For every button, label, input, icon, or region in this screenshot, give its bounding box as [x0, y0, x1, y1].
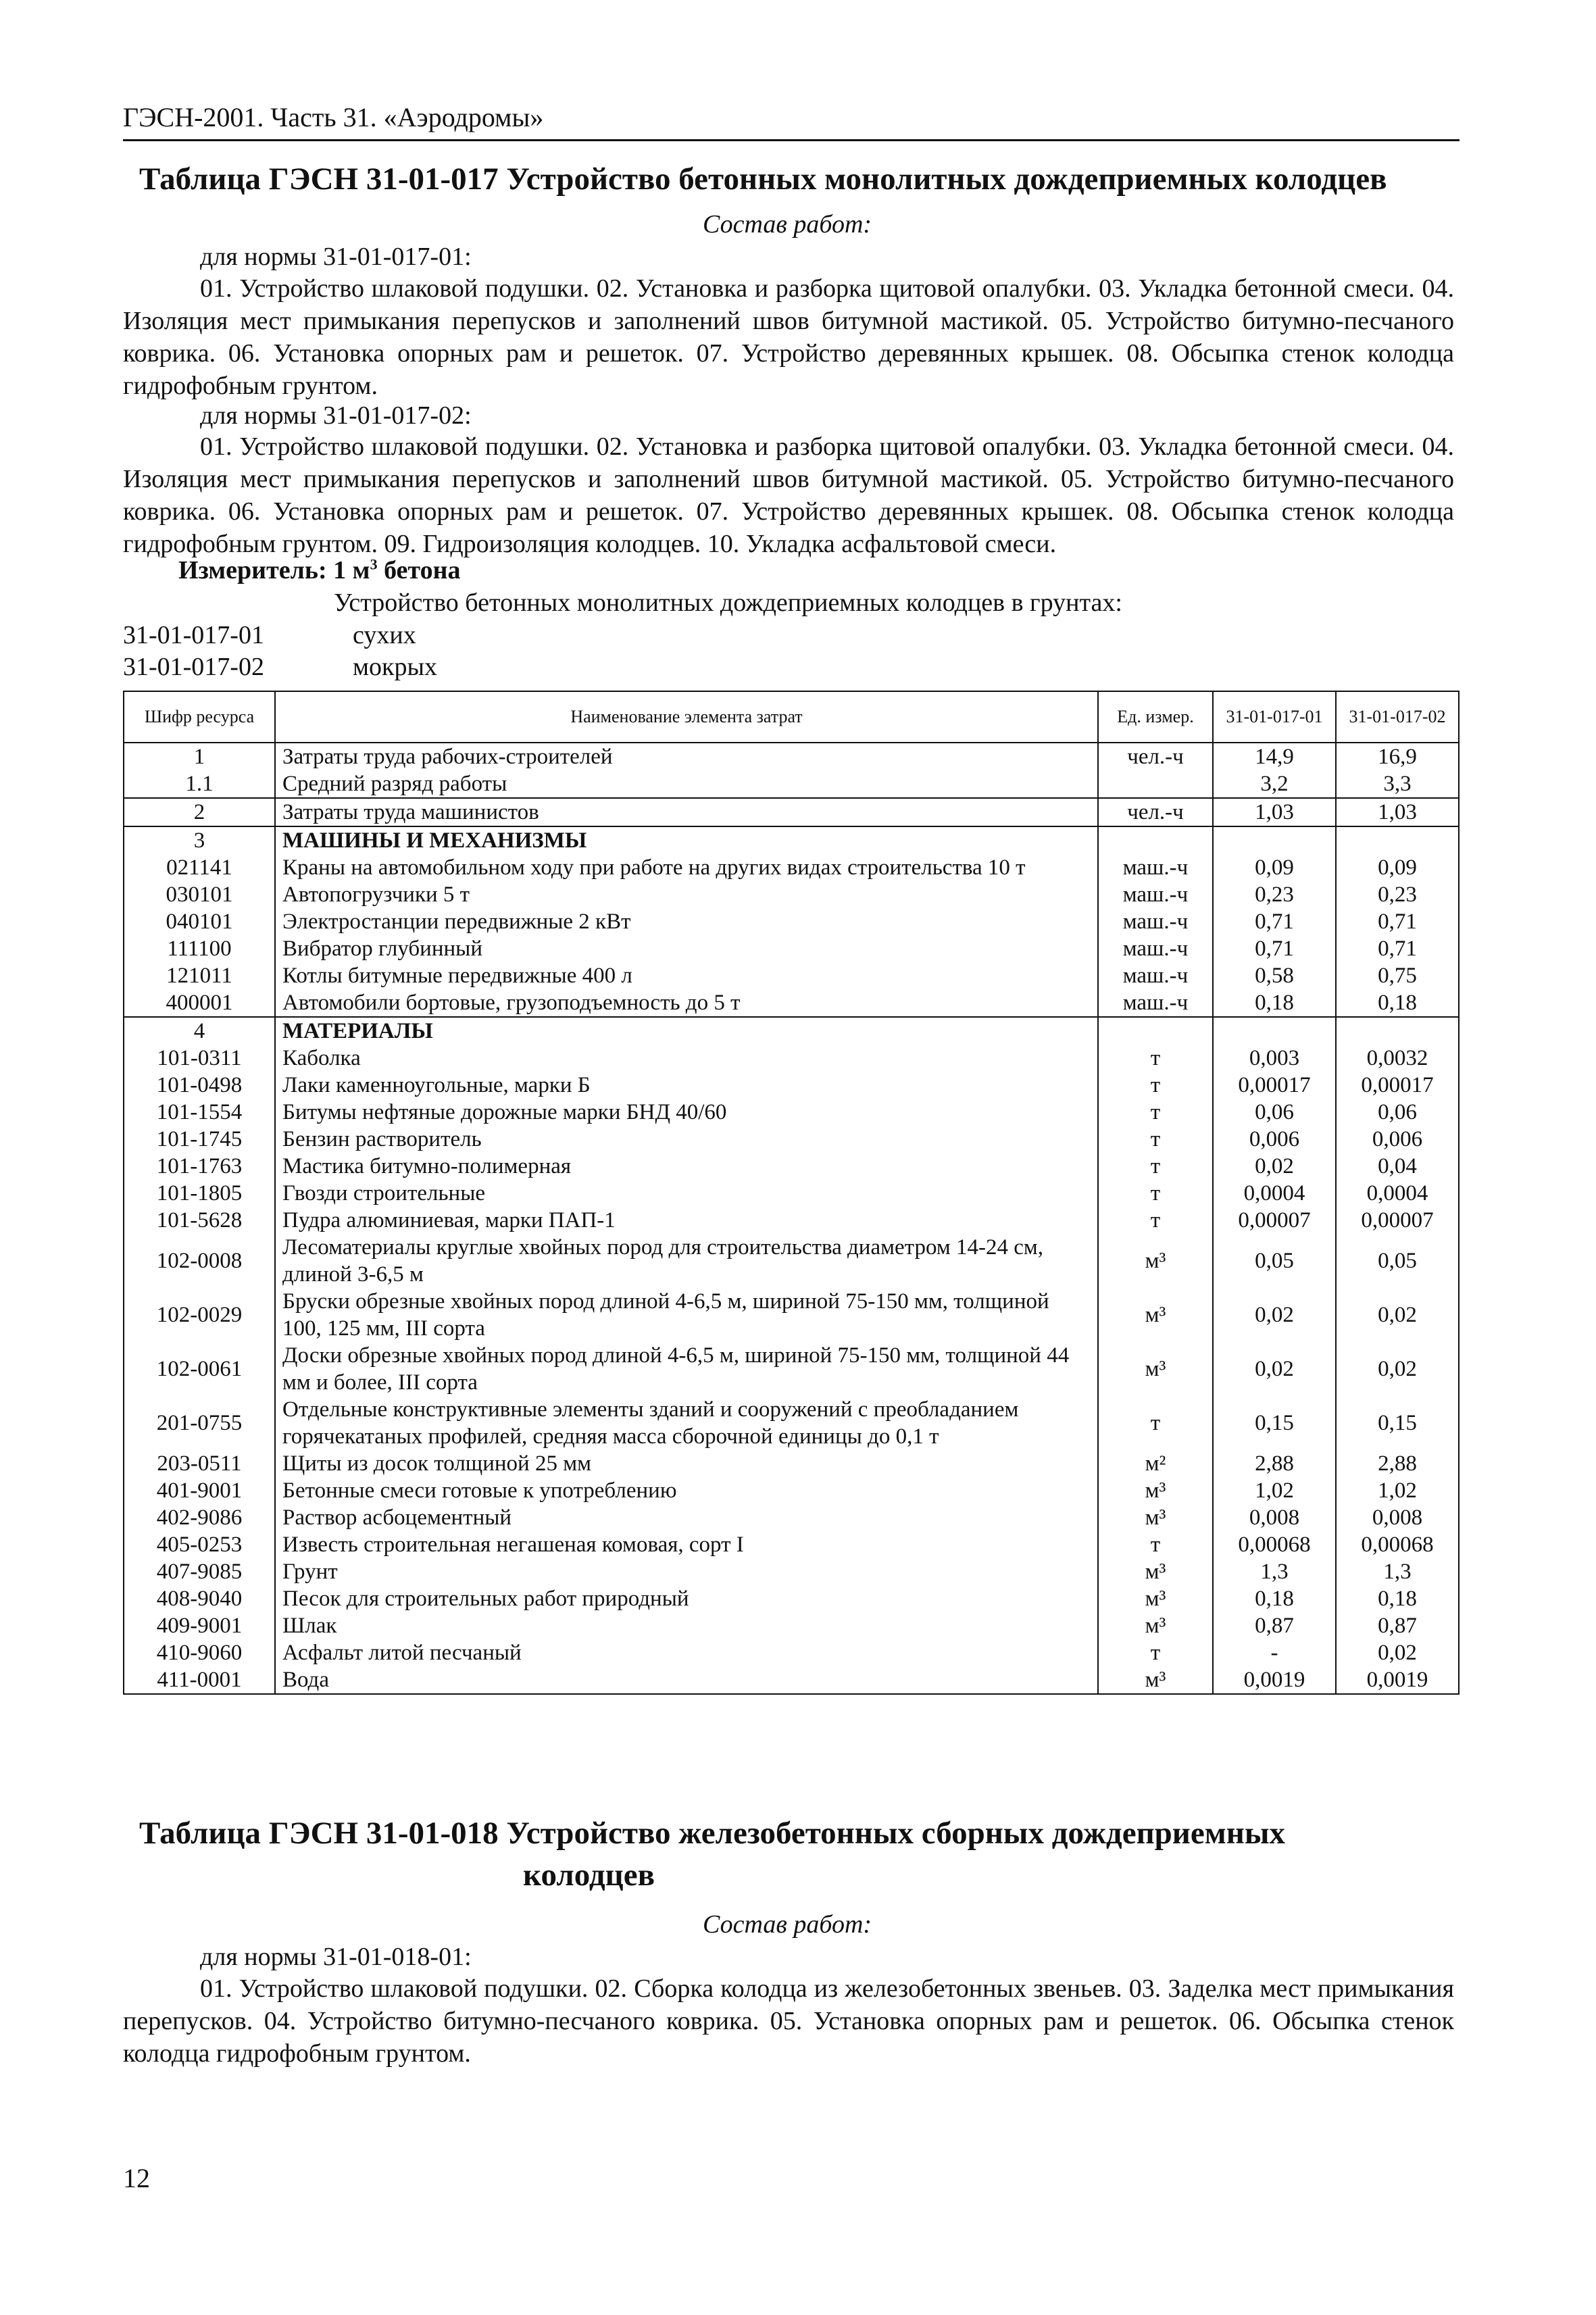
- cell-unit: м³: [1098, 1612, 1213, 1639]
- cell-v2: 1,02: [1336, 1477, 1459, 1504]
- cell-v2: 0,71: [1336, 908, 1459, 935]
- cell-name: Гвозди строительные: [275, 1180, 1098, 1207]
- cell-v2: 0,87: [1336, 1612, 1459, 1639]
- cell-v1: 0,15: [1213, 1396, 1336, 1450]
- cell-v2: 1,03: [1336, 798, 1459, 826]
- cell-v2: 0,006: [1336, 1126, 1459, 1153]
- cell-name: Вода: [275, 1666, 1098, 1694]
- table-row: [124, 962, 1459, 989]
- cell-name: Каболка: [275, 1045, 1098, 1072]
- cell-name: Мастика битумно-полимерная: [275, 1153, 1098, 1180]
- table-row: [124, 1504, 1459, 1531]
- cell-unit: маш.-ч: [1098, 854, 1213, 881]
- cell-name: Электростанции передвижные 2 кВт: [275, 908, 1098, 935]
- cell-name: Доски обрезные хвойных пород длиной 4-6,5 м, шириной 75-150 мм, толщиной 44 мм и более, III сорта: [275, 1342, 1098, 1396]
- table-17-title: Таблица ГЭСН 31-01-017 Устройство бетонных монолитных дождеприемных колодцев: [139, 161, 1387, 197]
- table-18-composition-label: Состав работ:: [703, 1910, 872, 1939]
- cell-code: 101-5628: [124, 1207, 275, 1234]
- variants-heading: Устройство бетонных монолитных дождеприемных колодцев в грунтах:: [334, 589, 1122, 617]
- table-row: [124, 1585, 1459, 1612]
- table-row: [124, 908, 1459, 935]
- cell-name: Асфальт литой песчаный: [275, 1639, 1098, 1666]
- cell-v2: 0,0019: [1336, 1666, 1459, 1694]
- cell-name: Песок для строительных работ природный: [275, 1585, 1098, 1612]
- table-section-row: [124, 826, 1459, 854]
- cell-v2: 0,15: [1336, 1396, 1459, 1450]
- cell-unit: [1098, 770, 1213, 798]
- table-row: [124, 1342, 1459, 1396]
- cell-code: 405-0253: [124, 1531, 275, 1558]
- cell-name: Бруски обрезные хвойных пород длиной 4-6,5 м, шириной 75-150 мм, толщиной 100, 125 мм, III сорта: [275, 1288, 1098, 1342]
- table-row: [124, 1612, 1459, 1639]
- table-row: [124, 1180, 1459, 1207]
- cell-name: Бензин растворитель: [275, 1126, 1098, 1153]
- cell-code: 121011: [124, 962, 275, 989]
- cell-v2: 0,02: [1336, 1342, 1459, 1396]
- variant-row: [123, 652, 437, 682]
- cell-name: Котлы битумные передвижные 400 л: [275, 962, 1098, 989]
- cell-name: Автопогрузчики 5 т: [275, 881, 1098, 908]
- cell-unit: м³: [1098, 1585, 1213, 1612]
- col-header-v2: 31-01-017-02: [1336, 691, 1459, 743]
- cell-unit: т: [1098, 1207, 1213, 1234]
- table-row: [124, 1558, 1459, 1585]
- meter-label: Измеритель: 1 $м^3$ бетона: [178, 555, 461, 584]
- cell-v1: -: [1213, 1639, 1336, 1666]
- cell-unit: м³: [1098, 1558, 1213, 1585]
- cell-unit: т: [1098, 1153, 1213, 1180]
- cell-v1: 0,003: [1213, 1045, 1336, 1072]
- cell-v1: 0,05: [1213, 1234, 1336, 1288]
- variant-code: 31-01-017-02: [123, 653, 264, 681]
- cell-v2: 0,02: [1336, 1288, 1459, 1342]
- cell-name: Средний разряд работы: [275, 770, 1098, 798]
- table-section-row: [124, 1017, 1459, 1045]
- cell-unit: т: [1098, 1531, 1213, 1558]
- cell-v2: 0,00017: [1336, 1072, 1459, 1099]
- cell-code: 4: [124, 1017, 275, 1045]
- cell-v1: 0,09: [1213, 854, 1336, 881]
- cell-v2: 0,02: [1336, 1639, 1459, 1666]
- running-header: ГЭСН-2001. Часть 31. «Аэродромы»: [123, 102, 544, 132]
- cell-unit: маш.-ч: [1098, 989, 1213, 1017]
- cell-v1: [1213, 1017, 1336, 1045]
- variant-label: сухих: [353, 621, 416, 649]
- cell-code: 101-0498: [124, 1072, 275, 1099]
- cell-v1: 0,02: [1213, 1288, 1336, 1342]
- cell-name: Шлак: [275, 1612, 1098, 1639]
- cell-code: 400001: [124, 989, 275, 1017]
- cell-name: Известь строительная негашеная комовая, сорт I: [275, 1531, 1098, 1558]
- cell-code: 401-9001: [124, 1477, 275, 1504]
- table-row: [124, 770, 1459, 798]
- variant-row: [123, 620, 416, 650]
- cell-code: 411-0001: [124, 1666, 275, 1694]
- cell-name: Автомобили бортовые, грузоподъемность до 5 т: [275, 989, 1098, 1017]
- cell-v2: 1,3: [1336, 1558, 1459, 1585]
- table-row: [124, 1207, 1459, 1234]
- cell-v2: 0,06: [1336, 1099, 1459, 1126]
- cell-code: 101-1554: [124, 1099, 275, 1126]
- cell-v2: 0,0032: [1336, 1045, 1459, 1072]
- cell-unit: т: [1098, 1639, 1213, 1666]
- resource-table: [123, 691, 1460, 1695]
- cell-code: 102-0008: [124, 1234, 275, 1288]
- table-row: [124, 1126, 1459, 1153]
- table-row: [124, 935, 1459, 962]
- cell-unit: чел.-ч: [1098, 743, 1213, 770]
- cell-code: 2: [124, 798, 275, 826]
- cell-name: Раствор асбоцементный: [275, 1504, 1098, 1531]
- cell-name: Пудра алюминиевая, марки ПАП-1: [275, 1207, 1098, 1234]
- cell-unit: [1098, 1017, 1213, 1045]
- cell-unit: м³: [1098, 1666, 1213, 1694]
- cell-unit: т: [1098, 1045, 1213, 1072]
- page-number: 12: [123, 2163, 150, 2193]
- table-18-title-line1: Таблица ГЭСН 31-01-018 Устройство железобетонных сборных дождеприемных: [139, 1816, 1286, 1851]
- cell-unit: маш.-ч: [1098, 962, 1213, 989]
- cell-v2: 0,008: [1336, 1504, 1459, 1531]
- cell-code: 021141: [124, 854, 275, 881]
- cell-code: 402-9086: [124, 1504, 275, 1531]
- cell-unit: м³: [1098, 1477, 1213, 1504]
- cell-code: 203-0511: [124, 1450, 275, 1477]
- cell-code: 1.1: [124, 770, 275, 798]
- cell-v1: 0,006: [1213, 1126, 1336, 1153]
- cell-v1: 0,71: [1213, 908, 1336, 935]
- cell-code: 030101: [124, 881, 275, 908]
- cell-code: 410-9060: [124, 1639, 275, 1666]
- cell-v1: 0,00068: [1213, 1531, 1336, 1558]
- cell-name: Лаки каменноугольные, марки Б: [275, 1072, 1098, 1099]
- cell-v1: 0,008: [1213, 1504, 1336, 1531]
- cell-v2: 0,00007: [1336, 1207, 1459, 1234]
- cell-v2: 0,0004: [1336, 1180, 1459, 1207]
- col-header-name: Наименование элемента затрат: [275, 691, 1098, 743]
- table-row: [124, 881, 1459, 908]
- cell-v1: 1,03: [1213, 798, 1336, 826]
- cell-unit: т: [1098, 1126, 1213, 1153]
- cell-code: 408-9040: [124, 1585, 275, 1612]
- table-row: [124, 1396, 1459, 1450]
- table-18-norm1-text: 01. Устройство шлаковой подушки. 02. Сборка колодца из железобетонных звеньев. 03. Заделка мест примыкания перепусков. 04. Устройство битумно-песчаного коврика. 05. Установка опорных рам и решеток. 06. Обсыпка стенок колодца гидрофобным грунтом.: [123, 1974, 1454, 2068]
- cell-v1: 3,2: [1213, 770, 1336, 798]
- cell-v1: 2,88: [1213, 1450, 1336, 1477]
- table-header-row: [124, 691, 1459, 743]
- cell-v2: 0,18: [1336, 1585, 1459, 1612]
- table-row: [124, 1153, 1459, 1180]
- table-row: [124, 1288, 1459, 1342]
- table-row: [124, 1666, 1459, 1694]
- variant-label: мокрых: [353, 653, 438, 681]
- cell-v2: 0,23: [1336, 881, 1459, 908]
- cell-v1: 0,58: [1213, 962, 1336, 989]
- cell-unit: чел.-ч: [1098, 798, 1213, 826]
- cell-code: 101-0311: [124, 1045, 275, 1072]
- table-17-norm1-text: 01. Устройство шлаковой подушки. 02. Установка и разборка щитовой опалубки. 03. Укладка бетонной смеси. 04. Изоляция мест примыкания перепусков и заполнений швов битумной мастикой. 05. Устройство битумно-песчаного коврика. 06. Установка опорных рам и решеток. 07. Устройство деревянных крышек. 08. Обсыпка стенок колодца гидрофобным грунтом.: [123, 274, 1454, 400]
- cell-v2: 0,18: [1336, 989, 1459, 1017]
- table-row: [124, 1099, 1459, 1126]
- cell-v1: 1,3: [1213, 1558, 1336, 1585]
- table-17-norm2-label: для нормы 31-01-017-02:: [200, 401, 472, 430]
- table-row: [124, 989, 1459, 1017]
- cell-v1: 14,9: [1213, 743, 1336, 770]
- table-row: [124, 1450, 1459, 1477]
- table-row: [124, 798, 1459, 826]
- cell-code: 409-9001: [124, 1612, 275, 1639]
- cell-unit: м³: [1098, 1342, 1213, 1396]
- cell-v1: 0,23: [1213, 881, 1336, 908]
- cell-unit: м³: [1098, 1234, 1213, 1288]
- cell-name: МАШИНЫ И МЕХАНИЗМЫ: [275, 826, 1098, 854]
- cell-name: Битумы нефтяные дорожные марки БНД 40/60: [275, 1099, 1098, 1126]
- cell-v1: 0,18: [1213, 1585, 1336, 1612]
- cell-unit: [1098, 826, 1213, 854]
- cell-v1: 0,0004: [1213, 1180, 1336, 1207]
- cell-code: 407-9085: [124, 1558, 275, 1585]
- cell-v1: 0,02: [1213, 1153, 1336, 1180]
- cell-name: Грунт: [275, 1558, 1098, 1585]
- cell-v2: [1336, 1017, 1459, 1045]
- cell-name: Лесоматериалы круглые хвойных пород для строительства диаметром 14-24 см, длиной 3-6,5 м: [275, 1234, 1098, 1288]
- table-row: [124, 1477, 1459, 1504]
- cell-v2: 0,75: [1336, 962, 1459, 989]
- cell-unit: т: [1098, 1099, 1213, 1126]
- cell-unit: м²: [1098, 1450, 1213, 1477]
- variant-code: 31-01-017-01: [123, 621, 264, 649]
- table-body: [124, 743, 1459, 1694]
- table-row: [124, 743, 1459, 770]
- cell-unit: т: [1098, 1180, 1213, 1207]
- cell-v1: 0,18: [1213, 989, 1336, 1017]
- cell-code: 1: [124, 743, 275, 770]
- cell-v2: 3,3: [1336, 770, 1459, 798]
- col-header-v1: 31-01-017-01: [1213, 691, 1336, 743]
- cell-v2: 2,88: [1336, 1450, 1459, 1477]
- cell-name: Отдельные конструктивные элементы зданий и сооружений с преобладанием горячекатаных профилей, средняя масса сборочной единицы до 0,1 т: [275, 1396, 1098, 1450]
- cell-unit: маш.-ч: [1098, 908, 1213, 935]
- cell-name: Бетонные смеси готовые к употреблению: [275, 1477, 1098, 1504]
- header-rule: [123, 139, 1460, 141]
- cell-v1: 0,02: [1213, 1342, 1336, 1396]
- col-header-unit: Ед. измер.: [1098, 691, 1213, 743]
- table-17-norm1-label: для нормы 31-01-017-01:: [200, 243, 472, 271]
- cell-code: 102-0061: [124, 1342, 275, 1396]
- col-header-code: Шифр ресурса: [124, 691, 275, 743]
- cell-v1: 0,06: [1213, 1099, 1336, 1126]
- cell-code: 3: [124, 826, 275, 854]
- cell-unit: м³: [1098, 1288, 1213, 1342]
- table-17-norm2-text: 01. Устройство шлаковой подушки. 02. Установка и разборка щитовой опалубки. 03. Укладка бетонной смеси. 04. Изоляция мест примыкания перепусков и заполнений швов битумной мастикой. 05. Устройство битумно-песчаного коврика. 06. Установка опорных рам и решеток. 07. Устройство деревянных крышек. 08. Обсыпка стенок колодца гидрофобным грунтом. 09. Гидроизоляция колодцев. 10. Укладка асфальтовой смеси.: [123, 432, 1454, 558]
- cell-v1: 0,00017: [1213, 1072, 1336, 1099]
- cell-code: 101-1745: [124, 1126, 275, 1153]
- cell-v1: 0,0019: [1213, 1666, 1336, 1694]
- cell-unit: маш.-ч: [1098, 935, 1213, 962]
- cell-code: 101-1763: [124, 1153, 275, 1180]
- cell-v2: 0,00068: [1336, 1531, 1459, 1558]
- table-18-norm1-label: для нормы 31-01-018-01:: [200, 1943, 472, 1971]
- cell-v2: 0,09: [1336, 854, 1459, 881]
- table-row: [124, 1234, 1459, 1288]
- cell-v1: 0,00007: [1213, 1207, 1336, 1234]
- table-row: [124, 1639, 1459, 1666]
- cell-code: 111100: [124, 935, 275, 962]
- cell-v2: 0,71: [1336, 935, 1459, 962]
- cell-v1: [1213, 826, 1336, 854]
- cell-v2: 16,9: [1336, 743, 1459, 770]
- cell-v2: [1336, 826, 1459, 854]
- table-row: [124, 854, 1459, 881]
- cell-code: 040101: [124, 908, 275, 935]
- table-row: [124, 1531, 1459, 1558]
- table-row: [124, 1072, 1459, 1099]
- cell-name: Затраты труда машинистов: [275, 798, 1098, 826]
- cell-unit: м³: [1098, 1504, 1213, 1531]
- table-18-title: [139, 1812, 1457, 1896]
- cell-name: Вибратор глубинный: [275, 935, 1098, 962]
- cell-v1: 1,02: [1213, 1477, 1336, 1504]
- table-18-title-line2: колодцев: [523, 1858, 655, 1893]
- table-17-composition-label: Состав работ:: [703, 210, 872, 239]
- cell-v1: 0,71: [1213, 935, 1336, 962]
- cell-v2: 0,04: [1336, 1153, 1459, 1180]
- table-row: [124, 1045, 1459, 1072]
- cell-name: МАТЕРИАЛЫ: [275, 1017, 1098, 1045]
- cell-unit: т: [1098, 1396, 1213, 1450]
- cell-code: 101-1805: [124, 1180, 275, 1207]
- cell-unit: маш.-ч: [1098, 881, 1213, 908]
- cell-v1: 0,87: [1213, 1612, 1336, 1639]
- cell-name: Щиты из досок толщиной 25 мм: [275, 1450, 1098, 1477]
- cell-name: Затраты труда рабочих-строителей: [275, 743, 1098, 770]
- cell-v2: 0,05: [1336, 1234, 1459, 1288]
- cell-code: 201-0755: [124, 1396, 275, 1450]
- cell-unit: т: [1098, 1072, 1213, 1099]
- cell-name: Краны на автомобильном ходу при работе на других видах строительства 10 т: [275, 854, 1098, 881]
- cell-code: 102-0029: [124, 1288, 275, 1342]
